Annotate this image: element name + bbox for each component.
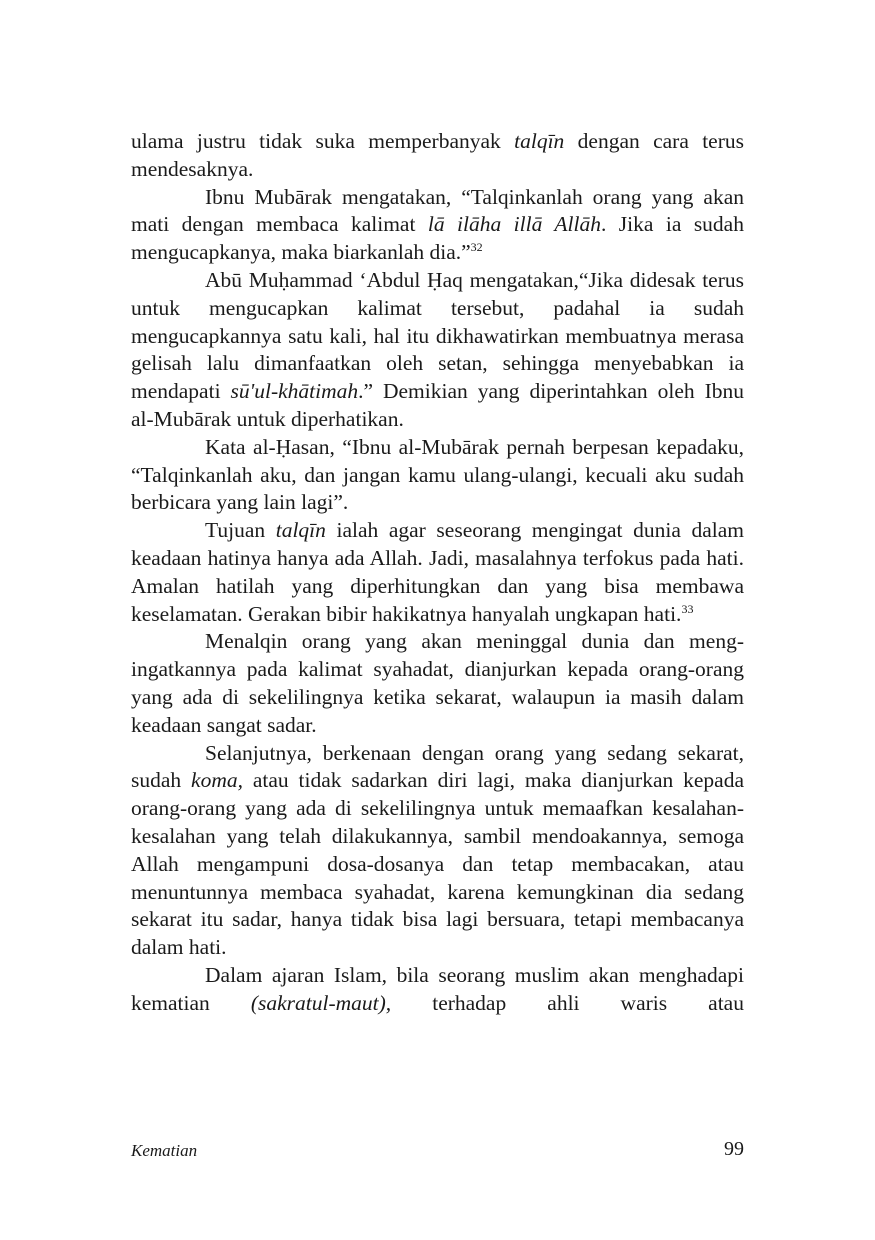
paragraph: [131, 434, 744, 517]
paragraph-text: dengan cara terus mendesaknya.: [131, 129, 744, 181]
paragraph-text: atau tidak sadarkan diri lagi, maka dianjurkan kepada orang-orang yang ada di sekelilingnya untuk memaafkan kesalahan-kesalahan yang telah dilakukannya, sambil mendoakannya, semoga Allah mengampuni dosa-dosanya dan tetap membacakan, atau menuntunnya membaca syahadat, karena kemungkinan dia sedang sekarat itu sadar, hanya tidak bisa lagi bersuara, tetapi membacanya dalam hati.: [131, 768, 744, 960]
paragraph: [131, 128, 744, 184]
footnote-reference: 33: [681, 601, 694, 616]
paragraph-text: ulama justru tidak suka memperbanyak: [131, 129, 515, 153]
paragraph-text: Ibnu Mubārak mengatakan, “Talqinkanlah orang yang akan mati dengan membaca kalimat: [131, 184, 744, 237]
paragraph-text: Kata al-Ḥasan, “Ibnu al-Mubārak pernah berpesan kepadaku, “Talqinkanlah aku, dan jangan kamu ulang-ulangi, kecuali aku sudah berbicara yang lain lagi”.: [131, 434, 744, 515]
paragraph: [131, 962, 744, 1018]
paragraph: [131, 267, 744, 434]
italic-term: lā ilāha illā Allāh: [427, 212, 601, 237]
page-body-text: [131, 128, 744, 1018]
italic-term: sū'ul-khātimah: [230, 379, 359, 404]
paragraph-text: Menalqin orang yang akan meninggal dunia dan mengingatkannya pada kalimat syahadat, dianjurkan kepada orang-orang yang ada di sekelilingnya ketika sekarat, walaupun ia masih dalam keadaan sangat sadar.: [131, 629, 744, 737]
paragraph-text: .” Demikian yang diperintahkan oleh Ibnu al-Mubārak untuk diperhatikan.: [131, 379, 744, 431]
paragraph-text: Selanjutnya, berkenaan dengan orang yang sedang sekarat, sudah: [131, 740, 744, 793]
paragraph-text: . Jika ia sudah mengucapkanya, maka biarkanlah dia.”: [131, 212, 744, 265]
paragraph-text: Abū Muḥammad ‘Abdul Ḥaq mengatakan,“Jika didesak terus untuk mengucapkan kalimat tersebut, padahal ia sudah mengucapkannya satu kali, hal itu dikhawatirkan membuatnya merasa gelisah lalu dimanfaatkan oleh setan, sehingga menyebabkan ia mendapati: [131, 267, 744, 404]
italic-term: koma,: [191, 768, 243, 793]
paragraph-text: ialah agar seseorang mengingat dunia dalam keadaan hatinya hanya ada Allah. Jadi, masalahnya terfokus pada hati. Amalan hatilah yang diperhitungkan dan yang bisa membawa keselamatan. Gerakan bibir hakikatnya hanyalah ungkapan hati.: [131, 518, 744, 626]
paragraph: [131, 517, 744, 628]
italic-term: (sakratul-maut),: [250, 990, 392, 1015]
paragraph-text: Tujuan: [205, 518, 276, 543]
italic-term: talqīn: [275, 518, 326, 543]
italic-term: talqīn: [514, 129, 565, 153]
paragraph: [131, 740, 744, 962]
paragraph: [131, 628, 744, 739]
page-number: 99: [724, 1138, 744, 1160]
running-footer-title: Kematian: [131, 1141, 198, 1160]
footnote-reference: 32: [470, 240, 483, 255]
paragraph-text: terhadap ahli waris atau: [391, 990, 744, 1015]
paragraph-text: Dalam ajaran Islam, bila seorang muslim akan menghadapi kematian: [131, 962, 744, 1015]
paragraph: [131, 184, 744, 267]
